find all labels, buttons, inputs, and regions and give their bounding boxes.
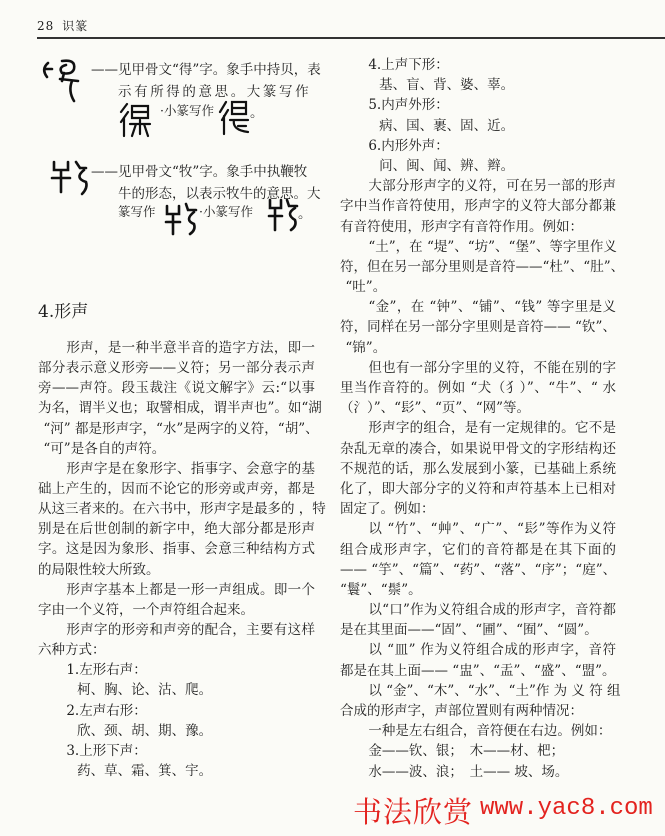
text-line: 5.内声外形： — [368, 97, 449, 114]
entry-de-line-2: 示有所得的意思。大篆写作 — [118, 84, 312, 100]
text-line: 合成的形声字，声部位置则有两种情况： — [340, 703, 583, 719]
text-line: 柯、胸、论、沽、爬。 — [77, 682, 213, 699]
running-title: 识篆 — [62, 19, 89, 33]
text-line: 以 “竹”、“艸”、“广”、“髟”等作为义符 — [368, 521, 616, 538]
text-line: 组合成形声字，它们的音符都是在其下面的 — [340, 541, 616, 558]
text-line: 符，同样在另一部分字里则是音符—— “钦”、 — [340, 319, 616, 336]
text-line: 都是在其上面—— “盅”、“盂”、“盛”、“盟”。 — [340, 662, 616, 679]
text-line: 形声字的组合，是有一定规律的。它不是 — [368, 420, 616, 437]
text-line: —— “竽”、“篇”、“药”、“落”、“序”；“庭”、 — [340, 561, 617, 578]
page-number: 28 — [37, 19, 55, 33]
header-rule — [37, 37, 665, 39]
text-line: 六种方式： — [38, 642, 106, 659]
text-line: 字由一个义符，一个声符组合起来。 — [38, 601, 254, 618]
text-line: “金”，在 “钟”、“铺”、“钱” 等字里是义 — [368, 299, 616, 316]
text-line: “河” 都是形声字，“水”是两字的义符，“胡”、 — [43, 420, 319, 437]
text-line: 的局限性较大所致。 — [38, 561, 160, 578]
watermark-url: www.yac8.com — [480, 795, 653, 822]
text-line: 1.左形右声： — [66, 662, 147, 679]
text-line: 一种是左右组合，音符便在右边。例如： — [368, 723, 612, 740]
great-seal-de-glyph — [118, 100, 152, 138]
text-line: “鬟”、“鬃”。 — [340, 581, 422, 598]
running-header — [37, 17, 96, 34]
text-line: 从这三者来的。在六书中，形声字是最多的 ，特 — [38, 501, 326, 518]
text-line: 形声字的形旁和声旁的配合，主要有这样 — [66, 621, 315, 638]
text-line: 为名，谓半义也；取譬相成，谓半声也”。如“湖 — [38, 400, 322, 417]
entry-mu-small-seal-label: ·小篆写作 — [199, 204, 253, 219]
great-seal-mu-glyph — [164, 200, 198, 236]
right-column-body — [340, 55, 625, 782]
text-line: 6.内形外声： — [368, 137, 449, 154]
small-seal-mu-glyph — [267, 196, 299, 232]
text-line: 大部分形声字的义符，可在另一部的形声 — [368, 178, 616, 195]
text-line: 化了，即大部分字的义符和声符基本上已相对 — [340, 480, 616, 497]
text-line: 形声，是一种半意半音的造字方法，即一 — [66, 340, 315, 356]
text-line: 欣、颈、胡、期、豫。 — [77, 722, 213, 739]
oracle-bone-de-glyph — [38, 55, 93, 105]
text-line: 别是在后世创制的新字中，绝大部分都是形声 — [38, 521, 315, 538]
oracle-bone-mu-glyph — [50, 158, 92, 196]
text-line: 字。这是因为象形、指事、会意三种结构方式 — [38, 541, 315, 558]
entry-de-line-1: ——见甲骨文“得”字。象手中持贝，表 — [91, 62, 321, 78]
text-line: 金——钦、银； 木——材、杷； — [368, 743, 565, 760]
text-line: 形声字基本上都是一形一声组成。即一个 — [66, 581, 315, 598]
text-line: “土”，在 “堤”、“坊”、“堡”、等字里作义 — [368, 238, 617, 255]
text-line: 旁——声符。段玉裁注《说文解字》云:“以事 — [38, 380, 315, 397]
text-line: 水——波、浪； 土—— 坡、场。 — [368, 763, 569, 780]
text-line: 字中当作音符使用，形声字的义符大部分都兼 — [340, 198, 616, 215]
text-line: “锦”。 — [345, 339, 387, 356]
text-line: 问、闽、闻、辨、辫。 — [379, 157, 515, 174]
text-line: 基、盲、背、婆、辜。 — [379, 77, 515, 94]
text-line: 以 “皿” 作为义符组合成的形声字，音符 — [368, 642, 616, 659]
entry-mu-line-1: ——见甲骨文“牧”字。象手中执鞭牧 — [91, 164, 308, 180]
text-line: 杂乱无章的凑合，如果说甲骨文的字形结构还 — [340, 440, 616, 457]
entry-de-end-mark: 。 — [250, 105, 264, 121]
text-line: （氵）”、“髟”、“页”、“网”等。 — [340, 400, 531, 417]
text-line: “可”是各自的声符。 — [43, 440, 166, 457]
text-line: 是在其里面——“固”、“圃”、“囿”、“圆”。 — [340, 622, 598, 639]
text-line: 固定了。例如： — [340, 501, 435, 518]
text-line: 不规范的话，那么发展到小篆，已基础上系统 — [340, 460, 616, 477]
text-line: 以 “金”、“木”、“水”、“土”作 为 义 符 组 — [368, 682, 621, 699]
entry-mu-end-mark: 。 — [298, 206, 312, 222]
text-line: “吐”。 — [345, 279, 387, 296]
text-line: 部分表示意义形旁——义符；另一部分表示声 — [38, 360, 315, 377]
text-line: 符，但在另一部分里则是音符——“杜”、“肚”、 — [340, 258, 625, 275]
text-line: 4.上声下形： — [368, 57, 449, 73]
text-line: 有音符使用，形声字有音符作用。例如： — [340, 218, 583, 235]
text-line: 础上产生的，因而不论它的形旁或声旁，都是 — [38, 480, 315, 497]
text-line: 以“口”作为义符组合成的形声字，音符都 — [368, 602, 616, 619]
text-line: 里当作音符的。例如 “犬（犭）”、“牛”、“ 水 — [340, 380, 616, 396]
entry-de-small-seal-label: ·小篆写作 — [160, 103, 214, 118]
section-title: 4.形声 — [38, 302, 89, 322]
text-line: 药、草、霜、箕、宇。 — [77, 762, 213, 779]
text-line: 3.上形下声： — [66, 742, 147, 759]
text-line: 形声字是在象形字、指事字、会意字的基 — [66, 460, 315, 477]
watermark-chinese: 书法欣赏 — [353, 795, 474, 829]
text-line: 但也有一部分字里的义符，不能在别的字 — [368, 359, 616, 376]
small-seal-de-glyph — [218, 98, 250, 136]
text-line: 病、国、裹、固、近。 — [379, 117, 515, 134]
entry-mu-line-2: 牛的形态，以表示牧牛的意思。大 — [118, 186, 321, 202]
left-column-body — [38, 338, 326, 781]
text-line: 2.左声右形： — [66, 702, 147, 719]
entry-mu-great-seal-label: 篆写作 — [118, 204, 156, 219]
